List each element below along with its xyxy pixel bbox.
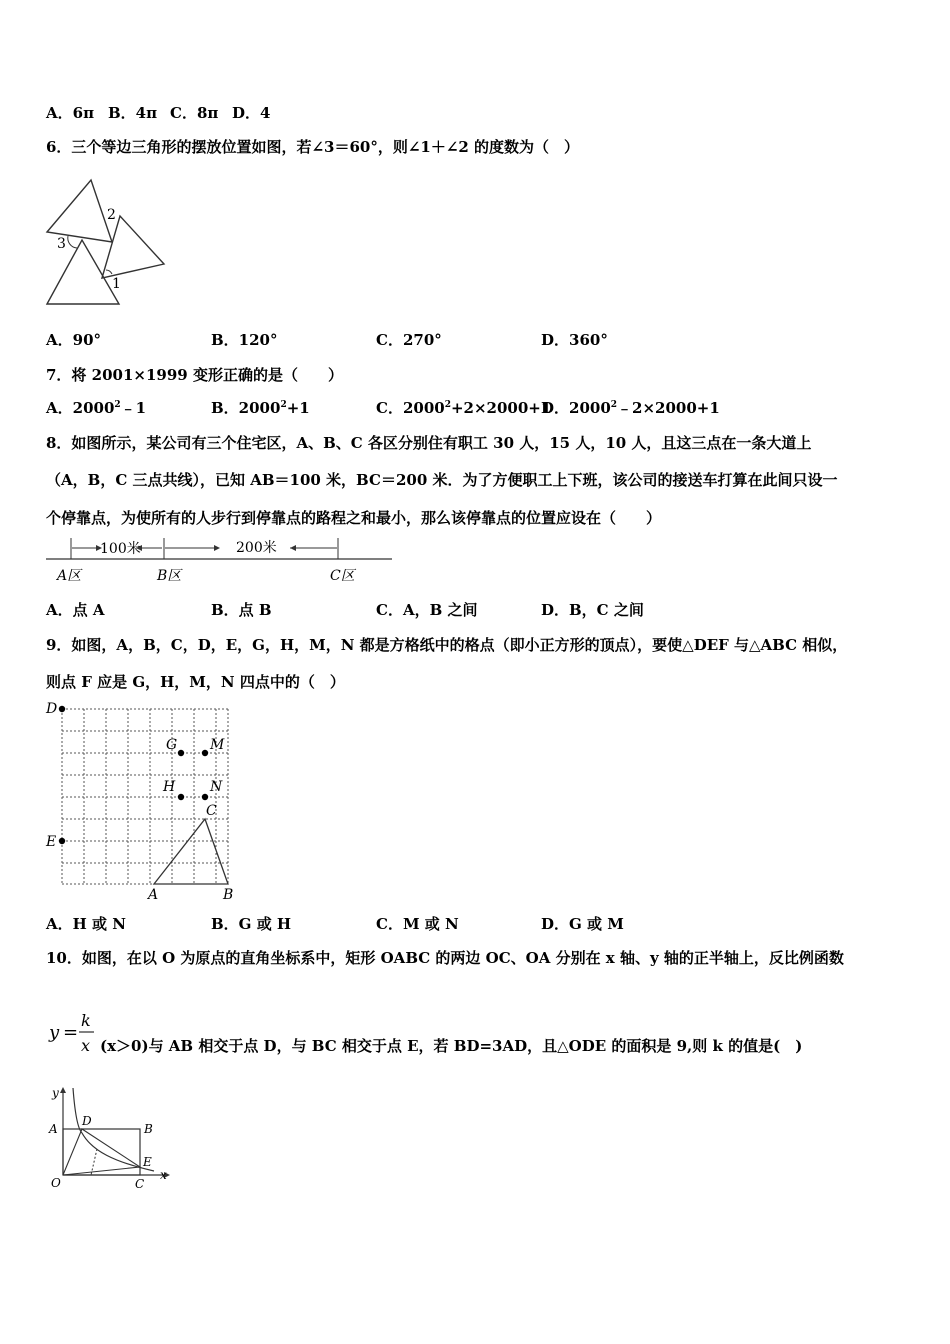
q9-label-n: N	[210, 779, 223, 795]
q10-label-e: E	[143, 1155, 152, 1169]
q10-label-a: A	[49, 1122, 58, 1136]
q5-option-d: D．4	[232, 104, 271, 122]
q9-option-d: D．G 或 M	[541, 915, 624, 933]
q10-label-o: O	[51, 1176, 61, 1190]
q8-options	[46, 599, 706, 620]
svg-text:=: =	[63, 1022, 79, 1043]
q9-label-h: H	[163, 779, 176, 795]
q9-label-c: C	[206, 803, 217, 819]
q6-option-a: A．90°	[46, 331, 102, 349]
q9-label-g: G	[166, 737, 178, 753]
q8-stem-line3: 个停靠点，为使所有的人步行到停靠点的路程之和最小，那么该停靠点的位置应设在（ ）	[46, 509, 662, 527]
q7-option-d: D．$2000^2﹣2\times 2000+1$	[541, 399, 720, 417]
q8-dist-1: 100米	[100, 541, 141, 557]
q9-stem-line2: 则点 F 应是 G，H，M，N 四点中的（ ）	[46, 673, 345, 691]
q7-option-a: A．2000$^2$﹣1	[46, 399, 147, 417]
q6-stem: 6．三个等边三角形的摆放位置如图，若∠3＝60°，则∠1＋∠2 的度数为（ ）	[46, 138, 580, 156]
q9-label-d: D	[46, 701, 58, 717]
q6-option-c: C．270°	[376, 331, 442, 349]
q6-figure	[44, 178, 169, 308]
q10-stem-line1: 10．如图，在以 O 为原点的直角坐标系中，矩形 OABC 的两边 OC、OA 分别在 x 轴、y 轴的正半轴上，反比例函数	[46, 949, 844, 967]
q7-option-b: B．$2000^2+1$	[211, 399, 310, 417]
q10-label-y: y	[52, 1086, 59, 1100]
q6-triangle-top	[47, 180, 112, 242]
q9-figure	[44, 700, 239, 905]
q5-option-b: B．4π	[108, 104, 158, 122]
q6-options	[46, 329, 706, 350]
q10-label-b: B	[144, 1122, 153, 1136]
q9-label-e: E	[46, 834, 57, 850]
q9-option-c: C．M 或 N	[376, 915, 459, 933]
q8-option-c: C．A，B 之间	[376, 601, 478, 619]
q6-option-b: B．120°	[211, 331, 278, 349]
q7-stem: 7．将 2001×1999 变形正确的是（ ）	[46, 366, 343, 384]
svg-text:k: k	[81, 1011, 91, 1030]
q7-options	[46, 397, 720, 418]
q9-triangle-abc	[154, 819, 228, 884]
q9-options	[46, 913, 706, 934]
q6-label-3: 3	[57, 236, 66, 252]
q8-stem-line2: （A，B，C 三点共线），已知 AB＝100 米，BC＝200 米．为了方便职工上下班，该公司的接送车打算在此间只设一	[46, 471, 838, 489]
q9-stem-line1: 9．如图，A，B，C，D，E，G，H，M，N 都是方格纸中的格点（即小正方形的顶点），要使△DEF 与△ABC 相似，	[46, 636, 848, 654]
q9-label-b: B	[223, 887, 234, 903]
q10-formula	[46, 1008, 98, 1058]
q10-stem-line2: (x＞0)与 AB 相交于点 D，与 BC 相交于点 E，若 BD=3AD，且△ODE 的面积是 9,则 k 的值是( )	[100, 1037, 803, 1055]
q8-stem-line1: 8．如图所示，某公司有三个住宅区，A、B、C 各区分别住有职工 30 人，15 人，10 人，且这三点在一条大道上	[46, 434, 812, 452]
q10-label-d: D	[82, 1114, 92, 1128]
q5-option-a: A．6π	[46, 104, 95, 122]
q8-option-a: A．点 A	[46, 601, 105, 619]
q10-label-x: x	[160, 1168, 167, 1182]
q8-dist-2: 200米	[236, 540, 277, 556]
q10-label-c: C	[135, 1177, 145, 1191]
q10-figure	[44, 1085, 174, 1195]
q8-zone-a: A区	[57, 568, 82, 584]
svg-text:x: x	[81, 1036, 91, 1055]
q6-triangle-right	[102, 216, 164, 278]
q8-option-b: B．点 B	[211, 601, 272, 619]
q9-option-a: A．H 或 N	[46, 915, 126, 933]
q6-label-1: 1	[112, 276, 121, 292]
q8-figure	[44, 535, 394, 590]
q9-option-b: B．G 或 H	[211, 915, 292, 933]
q9-label-m: M	[210, 737, 225, 753]
q6-option-d: D．360°	[541, 331, 608, 349]
q6-label-2: 2	[107, 207, 116, 223]
q5-option-c: C．8π	[170, 104, 219, 122]
q9-label-a: A	[148, 887, 159, 903]
q8-zone-b: B区	[157, 568, 182, 584]
q7-option-c: C．$2000^2+2\times 2000+1$	[376, 399, 552, 417]
svg-text:y: y	[49, 1022, 60, 1043]
q8-zone-c: C区	[330, 568, 355, 584]
q8-option-d: D．B，C 之间	[541, 601, 644, 619]
q5-options	[46, 102, 270, 123]
